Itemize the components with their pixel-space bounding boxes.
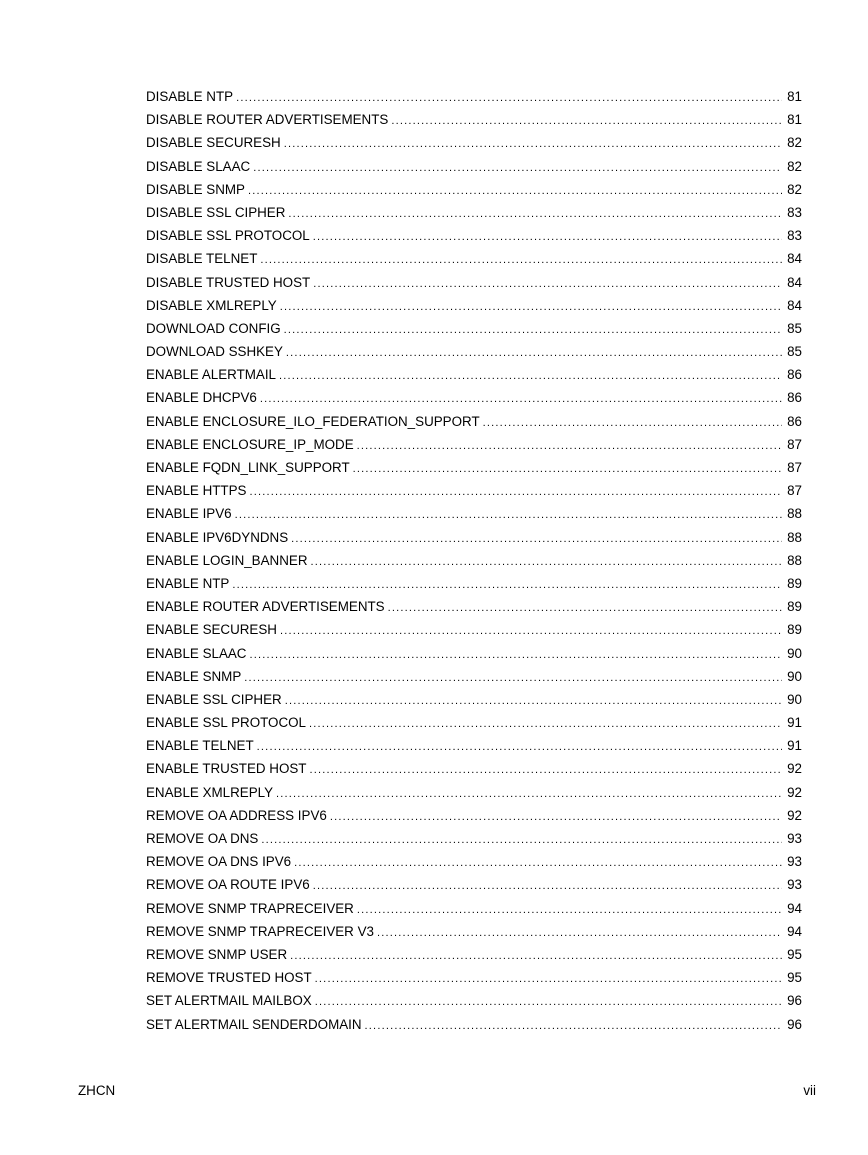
toc-entry[interactable] <box>146 387 802 410</box>
toc-dot-leader <box>353 459 782 480</box>
toc-entry-title: ENABLE SLAAC <box>146 645 247 661</box>
toc-entry-page: 82 <box>787 181 802 197</box>
toc-dot-leader <box>315 992 782 1013</box>
toc-entry-title: REMOVE SNMP TRAPRECEIVER <box>146 900 354 916</box>
toc-dot-leader <box>315 969 782 990</box>
toc-entry[interactable] <box>146 86 802 109</box>
toc-entry-page: 92 <box>787 807 802 823</box>
toc-entry-title: ENABLE ALERTMAIL <box>146 367 276 383</box>
toc-dot-leader <box>357 900 782 921</box>
toc-entry-title: ENABLE ROUTER ADVERTISEMENTS <box>146 599 385 615</box>
toc-entry-title: DISABLE SLAAC <box>146 158 251 174</box>
toc-entry[interactable] <box>146 434 802 457</box>
toc-entry-title: DISABLE SNMP <box>146 181 245 197</box>
toc-dot-leader <box>280 621 782 642</box>
toc-dot-leader <box>276 784 782 805</box>
toc-entry-title: DISABLE XMLREPLY <box>146 297 277 313</box>
toc-entry-page: 89 <box>787 575 802 591</box>
toc-entry[interactable] <box>146 712 802 735</box>
toc-entry-title: ENABLE XMLREPLY <box>146 784 274 800</box>
toc-entry-page: 87 <box>787 460 802 475</box>
toc-entry-title: ENABLE NTP <box>146 575 230 591</box>
toc-dot-leader <box>377 923 782 944</box>
toc-entry-title: SET ALERTMAIL SENDERDOMAIN <box>146 1016 362 1032</box>
toc-entry-page: 91 <box>787 715 802 731</box>
toc-entry-title: ENABLE SNMP <box>146 668 242 684</box>
toc-entry[interactable] <box>146 689 802 712</box>
toc-entry-title: ENABLE SSL PROTOCOL <box>146 715 307 731</box>
toc-entry[interactable] <box>146 944 802 967</box>
toc-dot-leader <box>313 876 782 897</box>
toc-entry[interactable] <box>146 874 802 897</box>
toc-entry[interactable] <box>146 318 802 341</box>
toc-entry-page: 88 <box>787 552 802 568</box>
toc-entry-page: 93 <box>787 854 802 870</box>
toc-entry[interactable] <box>146 272 802 295</box>
toc-dot-leader <box>291 529 782 550</box>
toc-entry[interactable] <box>146 805 802 828</box>
toc-entry-page: 85 <box>787 344 802 360</box>
toc-entry-page: 86 <box>787 390 802 406</box>
footer-language-code: ZHCN <box>78 1083 116 1098</box>
toc-entry-title: REMOVE OA DNS IPV6 <box>146 854 292 870</box>
toc-dot-leader <box>249 645 782 666</box>
toc-entry-title: DISABLE NTP <box>146 89 234 104</box>
toc-dot-leader <box>285 691 782 712</box>
toc-entry-title: SET ALERTMAIL MAILBOX <box>146 993 312 1009</box>
toc-entry-page: 94 <box>787 923 802 939</box>
toc-entry[interactable] <box>146 758 802 781</box>
toc-entry-title: REMOVE SNMP USER <box>146 946 288 962</box>
toc-entry-page: 82 <box>787 135 802 151</box>
toc-entry-title: DISABLE SSL CIPHER <box>146 204 286 220</box>
toc-entry[interactable] <box>146 503 802 526</box>
toc-dot-leader <box>284 134 782 155</box>
toc-entry-page: 95 <box>787 946 802 962</box>
toc-entry-page: 92 <box>787 761 802 777</box>
toc-entry-title: ENABLE ENCLOSURE_ILO_FEDERATION_SUPPORT <box>146 413 480 429</box>
toc-dot-leader <box>313 227 782 248</box>
toc-dot-leader <box>288 204 782 225</box>
toc-entry-title: DOWNLOAD CONFIG <box>146 320 281 336</box>
toc-entry-page: 83 <box>787 228 802 244</box>
toc-entry[interactable] <box>146 898 802 921</box>
toc-entry[interactable] <box>146 480 802 503</box>
toc-entry-page: 84 <box>787 297 802 313</box>
toc-dot-leader <box>483 413 782 434</box>
toc-entry-title: ENABLE HTTPS <box>146 483 247 499</box>
toc-entry-title: DISABLE TRUSTED HOST <box>146 274 311 290</box>
toc-dot-leader <box>391 111 782 132</box>
toc-dot-leader <box>309 760 782 781</box>
toc-entry[interactable] <box>146 156 802 179</box>
toc-entry-page: 86 <box>787 367 802 383</box>
toc-dot-leader <box>388 598 782 619</box>
toc-dot-leader <box>232 575 782 596</box>
toc-entry-page: 90 <box>787 668 802 684</box>
toc-entry[interactable] <box>146 225 802 248</box>
toc-dot-leader <box>357 436 782 457</box>
toc-entry[interactable] <box>146 248 802 271</box>
toc-entry-page: 89 <box>787 599 802 615</box>
toc-entry-title: REMOVE OA ADDRESS IPV6 <box>146 807 327 823</box>
toc-entry-title: ENABLE TELNET <box>146 738 254 754</box>
toc-entry[interactable] <box>146 457 802 480</box>
toc-entry[interactable] <box>146 364 802 387</box>
footer-page-number: vii <box>803 1083 816 1098</box>
toc-entry-page: 81 <box>787 112 802 128</box>
toc-dot-leader <box>257 737 782 758</box>
table-of-contents <box>146 86 802 1037</box>
toc-entry[interactable] <box>146 828 802 851</box>
toc-entry-title: ENABLE FQDN_LINK_SUPPORT <box>146 460 350 475</box>
toc-entry-title: REMOVE OA ROUTE IPV6 <box>146 877 310 893</box>
toc-dot-leader <box>279 366 782 387</box>
toc-entry-page: 84 <box>787 274 802 290</box>
toc-dot-leader <box>284 320 782 341</box>
toc-entry[interactable] <box>146 179 802 202</box>
toc-dot-leader <box>248 181 782 202</box>
toc-entry-page: 84 <box>787 251 802 267</box>
toc-entry[interactable] <box>146 411 802 434</box>
toc-entry[interactable] <box>146 1014 802 1037</box>
toc-entry-page: 92 <box>787 784 802 800</box>
toc-entry[interactable] <box>146 341 802 364</box>
toc-dot-leader <box>365 1016 783 1037</box>
toc-entry[interactable] <box>146 619 802 642</box>
toc-entry-page: 95 <box>787 970 802 986</box>
toc-entry-page: 88 <box>787 506 802 522</box>
toc-entry[interactable] <box>146 573 802 596</box>
toc-dot-leader <box>249 482 782 503</box>
toc-entry-page: 87 <box>787 483 802 499</box>
toc-entry-title: DOWNLOAD SSHKEY <box>146 344 283 360</box>
toc-dot-leader <box>260 389 782 410</box>
toc-dot-leader <box>311 552 783 573</box>
toc-entry-title: REMOVE TRUSTED HOST <box>146 970 312 986</box>
toc-entry-title: ENABLE SECURESH <box>146 622 277 638</box>
toc-entry[interactable] <box>146 109 802 132</box>
toc-entry-title: ENABLE LOGIN_BANNER <box>146 552 308 568</box>
toc-entry[interactable] <box>146 527 802 550</box>
toc-entry-title: DISABLE SECURESH <box>146 135 281 151</box>
toc-entry-page: 91 <box>787 738 802 754</box>
toc-entry-page: 96 <box>787 993 802 1009</box>
toc-entry-page: 90 <box>787 645 802 661</box>
toc-entry-title: DISABLE TELNET <box>146 251 258 267</box>
toc-entry-title: ENABLE IPV6DYNDNS <box>146 529 289 545</box>
toc-dot-leader <box>280 297 782 318</box>
toc-entry-page: 83 <box>787 204 802 220</box>
toc-dot-leader <box>290 946 782 967</box>
toc-entry-page: 93 <box>787 877 802 893</box>
toc-entry-page: 88 <box>787 529 802 545</box>
toc-entry[interactable] <box>146 550 802 573</box>
toc-entry[interactable] <box>146 967 802 990</box>
toc-dot-leader <box>260 250 782 271</box>
toc-entry-page: 86 <box>787 413 802 429</box>
toc-entry-title: ENABLE SSL CIPHER <box>146 691 282 707</box>
toc-entry-page: 81 <box>787 89 802 104</box>
toc-dot-leader <box>309 714 782 735</box>
toc-entry[interactable] <box>146 596 802 619</box>
toc-entry-page: 94 <box>787 900 802 916</box>
toc-entry[interactable] <box>146 666 802 689</box>
toc-dot-leader <box>253 158 782 179</box>
toc-entry[interactable] <box>146 735 802 758</box>
toc-entry-title: REMOVE OA DNS <box>146 831 259 846</box>
toc-entry[interactable] <box>146 295 802 318</box>
toc-dot-leader <box>236 88 782 109</box>
toc-entry[interactable] <box>146 851 802 874</box>
toc-entry-title: REMOVE SNMP TRAPRECEIVER V3 <box>146 923 374 939</box>
toc-entry[interactable] <box>146 202 802 225</box>
toc-entry[interactable] <box>146 990 802 1013</box>
toc-dot-leader <box>235 505 782 526</box>
toc-entry[interactable] <box>146 132 802 155</box>
toc-dot-leader <box>330 807 782 828</box>
toc-entry-title: ENABLE TRUSTED HOST <box>146 761 307 777</box>
toc-dot-leader <box>286 343 782 364</box>
toc-entry-page: 93 <box>787 831 802 846</box>
toc-entry-page: 85 <box>787 320 802 336</box>
toc-entry[interactable] <box>146 921 802 944</box>
toc-dot-leader <box>261 830 782 851</box>
toc-dot-leader <box>294 853 782 874</box>
toc-entry[interactable] <box>146 782 802 805</box>
toc-dot-leader <box>244 668 782 689</box>
toc-entry-page: 96 <box>787 1016 802 1032</box>
toc-entry-title: ENABLE ENCLOSURE_IP_MODE <box>146 436 354 452</box>
toc-entry-title: ENABLE DHCPV6 <box>146 390 257 406</box>
toc-dot-leader <box>313 274 782 295</box>
toc-entry-title: ENABLE IPV6 <box>146 506 232 522</box>
toc-entry[interactable] <box>146 643 802 666</box>
toc-entry-title: DISABLE SSL PROTOCOL <box>146 228 310 244</box>
toc-entry-page: 87 <box>787 436 802 452</box>
toc-entry-page: 89 <box>787 622 802 638</box>
toc-entry-page: 90 <box>787 691 802 707</box>
toc-entry-title: DISABLE ROUTER ADVERTISEMENTS <box>146 112 389 128</box>
toc-entry-page: 82 <box>787 158 802 174</box>
